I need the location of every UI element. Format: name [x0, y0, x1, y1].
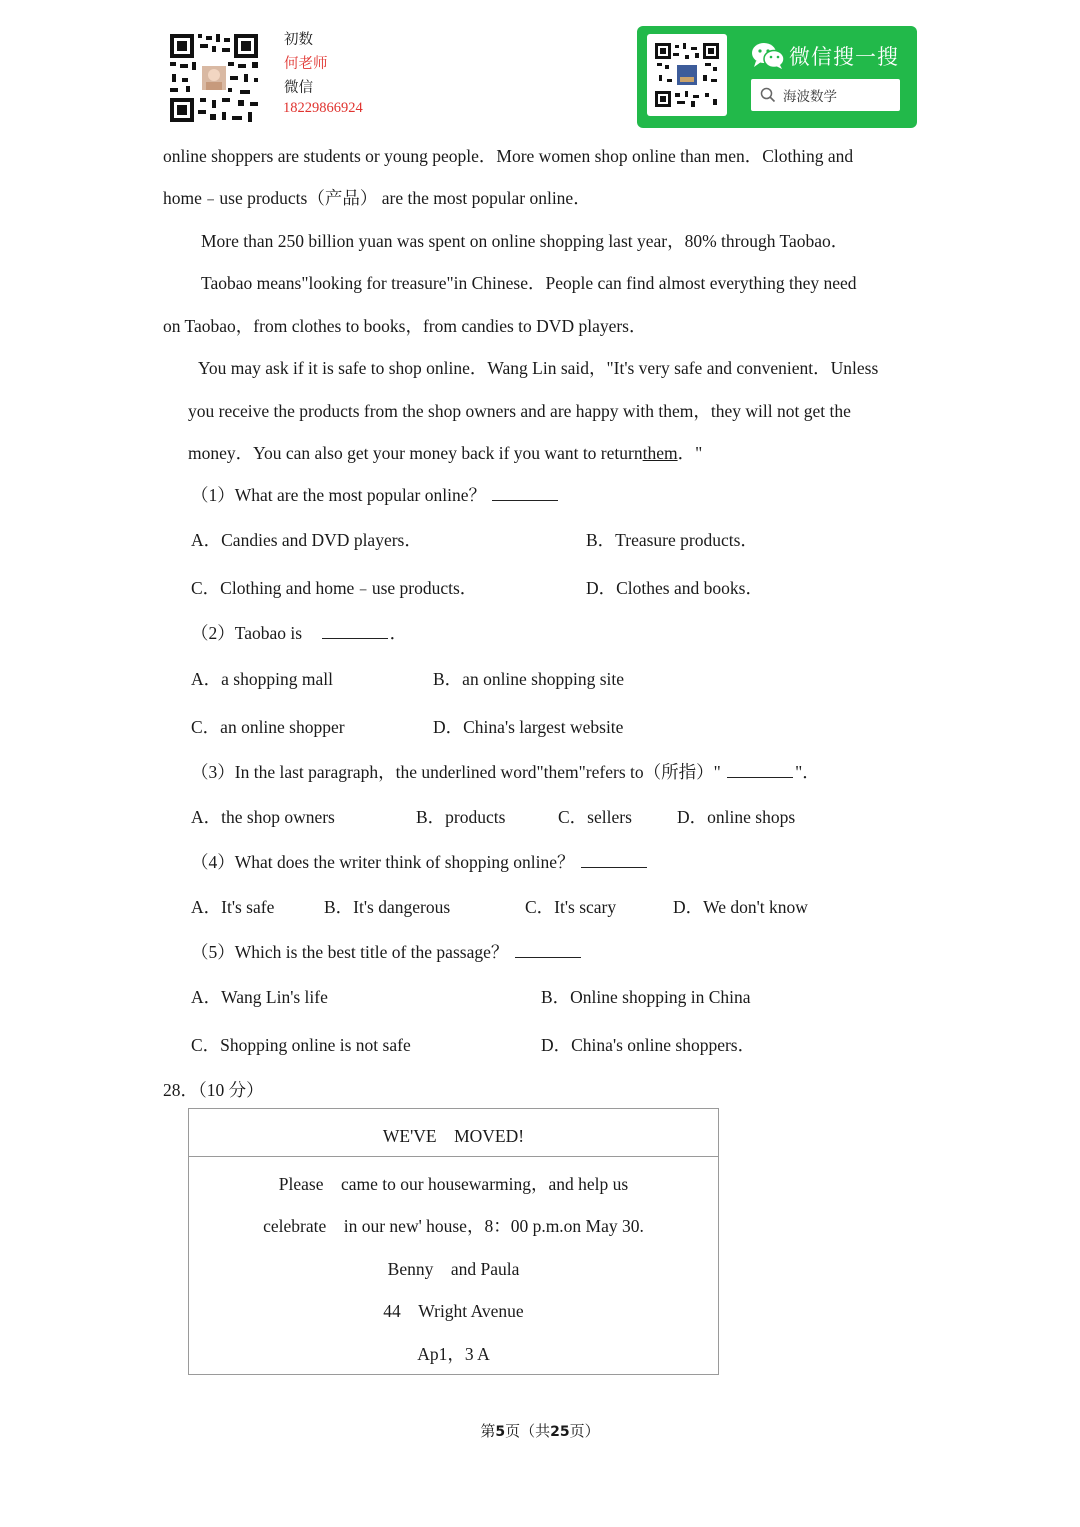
question-stem: [191, 939, 583, 964]
option-d[interactable]: D．We don't know: [673, 897, 808, 917]
answer-blank[interactable]: [515, 956, 581, 958]
contact-name: 何老师: [284, 56, 328, 72]
question-stem: [191, 849, 649, 874]
page-number: [0, 1420, 1080, 1441]
notice-line: Ap1，3 A: [417, 1344, 490, 1364]
option-b[interactable]: B．It's dangerous: [324, 897, 451, 917]
option-d[interactable]: D．China's online shoppers．: [541, 1035, 756, 1055]
wechat-qr-frame: [647, 34, 727, 116]
contact-wechat-label: 微信: [284, 80, 313, 96]
question-text: （4）What does the writer think of shopping online？: [191, 852, 575, 872]
option-b[interactable]: B．Online shopping in China: [541, 987, 751, 1007]
option-c[interactable]: C．sellers: [558, 807, 632, 827]
option-c[interactable]: C．Clothing and home﹣use products．: [191, 578, 478, 598]
answer-blank[interactable]: [492, 499, 558, 501]
option-c[interactable]: C．It's scary: [525, 897, 617, 917]
wechat-search-keyword: 海波数学: [783, 89, 837, 105]
passage-line: online shoppers are students or young people．More women shop online than men．Clothing and: [163, 146, 854, 166]
total-pages: 25: [550, 1424, 570, 1440]
option-b[interactable]: B．products: [416, 807, 506, 827]
notice-line: 44 Wright Avenue: [383, 1301, 524, 1321]
passage-line: Taobao means"looking for treasure"in Chinese．People can find almost everything they need: [201, 273, 857, 293]
contact-phone: 18229866924: [283, 100, 363, 116]
search-icon: [760, 87, 776, 103]
option-b[interactable]: B．Treasure products．: [586, 530, 758, 550]
passage-line: you receive the products from the shop owners and are happy with them，they will not get the: [188, 401, 851, 421]
question-number: 28．（10 分）: [163, 1080, 264, 1100]
notice-line: celebrate in our new' house，8：00 p.m.on May 30.: [263, 1216, 644, 1236]
notice-header: [189, 1109, 718, 1157]
question-stem: [191, 620, 407, 645]
passage-line: More than 250 billion yuan was spent on online shopping last year，80% through Taobao．: [201, 231, 849, 251]
option-a[interactable]: A．Candies and DVD players．: [191, 530, 422, 550]
passage-line: [188, 440, 702, 465]
option-a[interactable]: A．the shop owners: [191, 807, 335, 827]
notice-line: Please came to our housewarming，and help us: [278, 1174, 629, 1194]
option-a[interactable]: A．It's safe: [191, 897, 275, 917]
question-text: （5）Which is the best title of the passage？: [191, 942, 509, 962]
option-d[interactable]: D．China's largest website: [433, 717, 624, 737]
answer-blank[interactable]: [727, 776, 793, 778]
wechat-search-box[interactable]: [751, 79, 900, 111]
passage-line: on Taobao，from clothes to books，from candies to DVD players．: [163, 316, 647, 336]
option-c[interactable]: C．Shopping online is not safe: [191, 1035, 411, 1055]
passage-text: money．You can also get your money back if you want to return: [188, 443, 643, 463]
contact-label: 初数: [284, 32, 313, 48]
wechat-search-title: 微信搜一搜: [789, 45, 899, 69]
question-stem: [191, 482, 560, 507]
page-number-middle: 页（共: [505, 1424, 551, 1440]
underlined-word: them: [642, 443, 678, 463]
page-number-prefix: 第: [480, 1424, 496, 1440]
option-a[interactable]: A．a shopping mall: [191, 669, 333, 689]
question-text-after: ．: [389, 623, 408, 643]
question-text: （3）In the last paragraph，the underlined word"them"refers to（所指）": [191, 762, 721, 782]
teacher-qr-code: [168, 32, 260, 124]
current-page: 5: [495, 1424, 506, 1440]
passage-line: You may ask if it is safe to shop online．Wang Lin said，"It's very safe and convenient．Unless: [198, 358, 879, 378]
option-c[interactable]: C．an online shopper: [191, 717, 345, 737]
passage-line: home﹣use products（产品） are the most popular online．: [163, 188, 591, 208]
question-text: （1）What are the most popular online？: [191, 485, 486, 505]
question-text: （2）Taobao is: [191, 623, 303, 643]
passage-text: ．": [677, 443, 703, 463]
notice-title: WE'VE MOVED!: [382, 1126, 525, 1146]
page-number-suffix: 页）: [569, 1424, 600, 1440]
option-b[interactable]: B．an online shopping site: [433, 669, 625, 689]
question-text-after: "．: [795, 762, 820, 782]
notice-line: Benny and Paula: [387, 1259, 520, 1279]
option-d[interactable]: D．online shops: [677, 807, 796, 827]
option-a[interactable]: A．Wang Lin's life: [191, 987, 328, 1007]
wechat-qr-code: [655, 43, 719, 107]
notice-box: [188, 1108, 719, 1375]
wechat-logo-icon: [751, 42, 785, 70]
question-stem: [191, 759, 820, 784]
answer-blank[interactable]: [581, 866, 647, 868]
answer-blank[interactable]: [322, 637, 388, 639]
wechat-search-banner[interactable]: [637, 26, 917, 128]
option-d[interactable]: D．Clothes and books．: [586, 578, 763, 598]
